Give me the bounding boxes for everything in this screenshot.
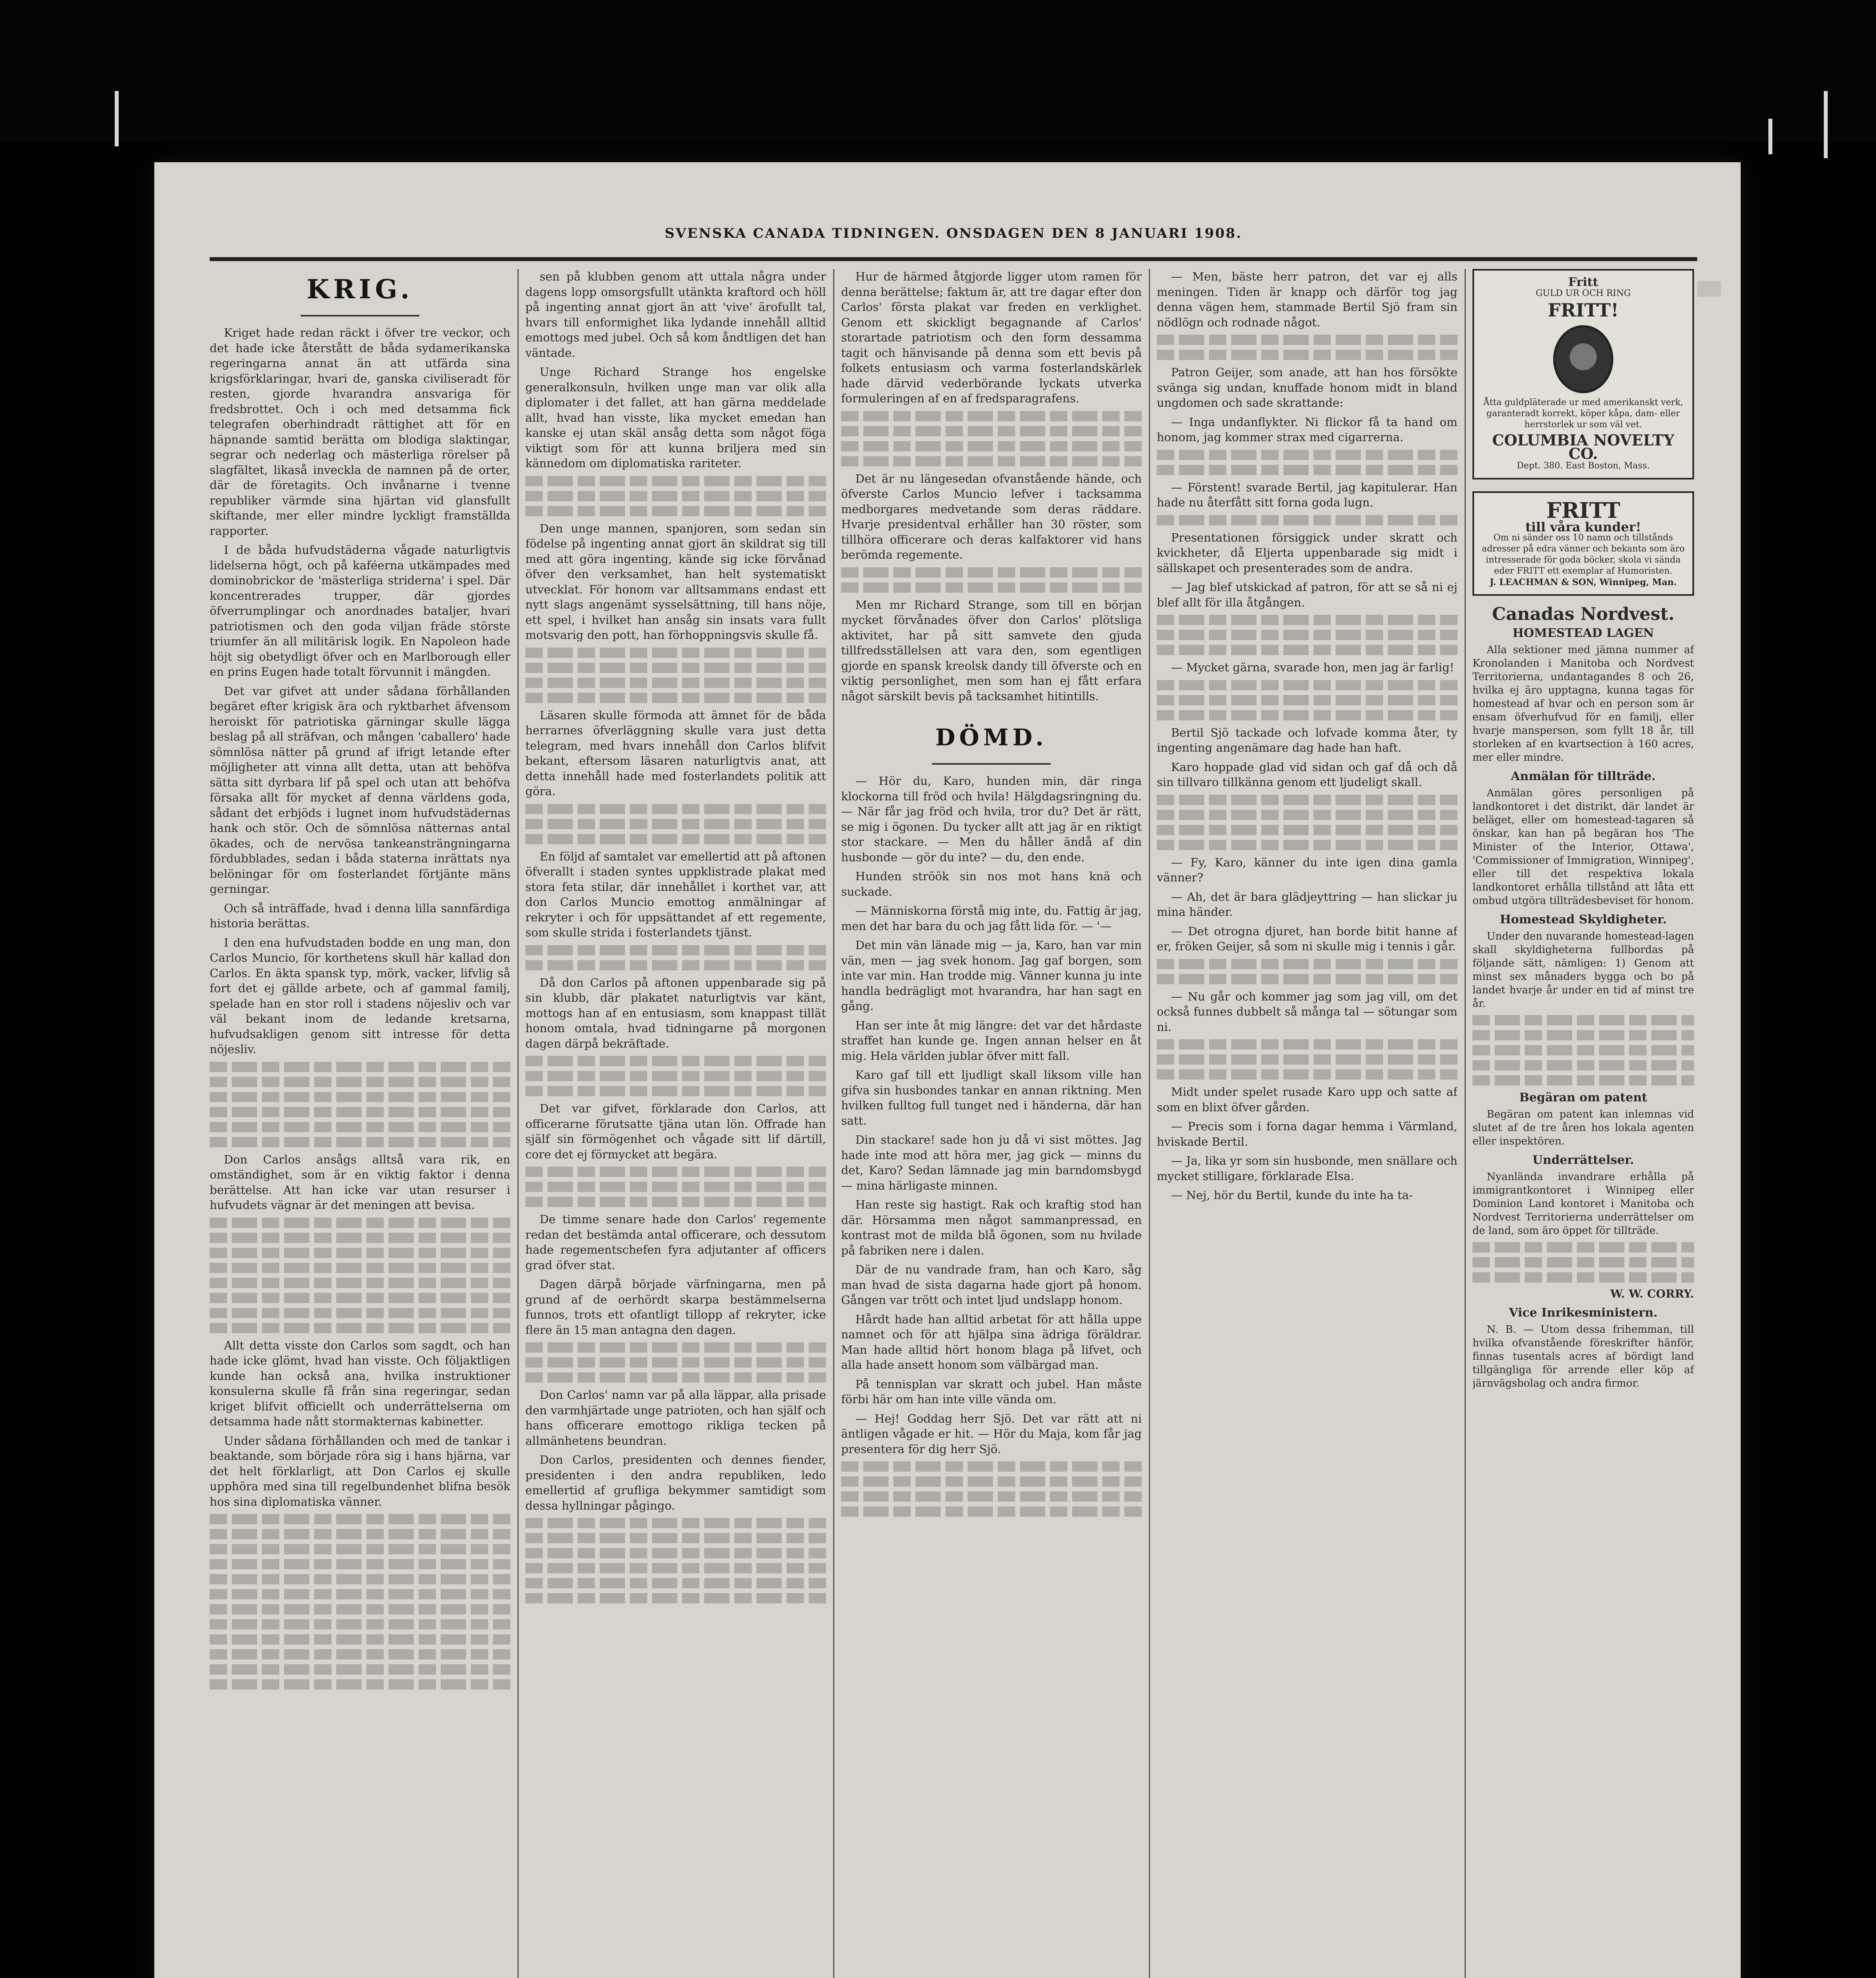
illegible-text: [210, 1679, 510, 1690]
paragraph: Kriget hade redan räckt i öfver tre veckor, och det hade icke återstått de båda sydamerikanska regeringarna annat än att utfärda sina krigsförklaringar, hvari de, ganska civiliseradt för resten, gjorde hvarandra ansvariga för fredsbrottet. Och i och med detsamma fick telegrafen oberhindradt rättighet att för en häpnande samtid berätta om blodiga slaktingar, segrar och nederlag och mästerliga rörelser på slagfältet, likaså inveckla de namnen på de orter, där de företagits. Och invånarne i tvenne republiker värmde sina hjärtan vid glansfullt skiftande, mer eller mindre lyckligt framställda rapporter.: [210, 326, 510, 538]
paragraph: N. B. — Utom dessa frihemman, till hvilka ofvanstående föreskrifter hänför, finnas tusentals acres af bördigt land tillgängliga för arrende eller köp af järnvägsbolag och andra firmor.: [1472, 1324, 1694, 1389]
column-rule: [1465, 269, 1466, 1978]
illegible-text: [1157, 465, 1457, 475]
illegible-text: [210, 1544, 510, 1554]
masthead-bar: [210, 225, 1697, 261]
column-rule: [1149, 269, 1150, 1978]
nordvest-subtitle: HOMESTEAD LAGEN: [1512, 626, 1654, 640]
illegible-text: [525, 945, 826, 955]
paragraph: — Människorna förstå mig inte, du. Fattig är jag, men det har bara du och jag fått lida för. — '—: [841, 904, 1142, 933]
illegible-text: [525, 1533, 826, 1543]
illegible-text: [1157, 630, 1457, 640]
illegible-text: [210, 1122, 510, 1132]
illegible-text: [525, 663, 826, 673]
illegible-text: [841, 582, 1142, 593]
paragraph: Bertil Sjö tackade och lofvade komma åter, ty ingenting angenämare dag hade han haft.: [1157, 726, 1457, 754]
paragraph: Det var gifvet, förklarade don Carlos, att officerarne förutsatte tjäna utan lön. Offrade han själf sin förmögenhet och vågade sitt lif därtill, core det ej förmycket att begära.: [525, 1102, 826, 1161]
illegible-text: [1157, 1039, 1457, 1050]
ad-tagline: till våra kunder!: [1525, 519, 1641, 534]
ad-headline: FRITT: [1546, 498, 1620, 523]
illegible-text: [210, 1308, 510, 1318]
illegible-text: [210, 1218, 510, 1228]
illegible-text: [210, 1634, 510, 1645]
paragraph: Don Carlos, presidenten och dennes fiender, presidenten i den andra republiken, ledo emellertid af grufliga bekymmer samtidigt som dessa hyllningar pågingo.: [525, 1453, 826, 1512]
illegible-text: [841, 411, 1142, 421]
paragraph: På tennisplan var skratt och jubel. Han måste förbi här om han inte ville vända om.: [841, 1377, 1142, 1406]
section-heading: Begäran om patent: [1519, 1091, 1647, 1105]
illegible-text: [841, 1476, 1142, 1487]
scan-artifact: [1697, 281, 1721, 297]
paragraph: — Inga undanflykter. Ni flickor få ta hand om honom, jag kommer strax med cigarrerna.: [1157, 415, 1457, 444]
illegible-text: [841, 456, 1142, 466]
ad-lead: GULD UR OCH RING: [1535, 288, 1631, 298]
paragraph: — Ah, det är bara glädjeyttring — han slickar ju mina händer.: [1157, 890, 1457, 919]
illegible-text: [841, 1461, 1142, 1472]
paragraph: — Hej! Goddag herr Sjö. Det var rätt att ni äntligen vågade er hit. — Hör du Maja, kom får jag presentera för dig herr Sjö.: [841, 1412, 1142, 1456]
illegible-text: [210, 1574, 510, 1584]
column-rule: [833, 269, 834, 1978]
illegible-text: [841, 567, 1142, 578]
illegible-text: [210, 1278, 510, 1288]
ad-clock-offer: [1472, 269, 1694, 479]
paragraph: Läsaren skulle förmoda att ämnet för de båda herrarnes öfverläggning skulle vara just detta telegram, med hvars innehåll don Carlos blifvit bekant, eftersom läsaren naturligtvis anat, att detta innehåll hade med fosterlandets politik att göra.: [525, 708, 826, 798]
paragraph: Den unge mannen, spanjoren, som sedan sin födelse på ingenting annat gjort än skildrat sig till med att göra ingenting, kände sig icke förvånad öfver den verksamhet, han helt systematiskt utvecklat. För honom var alltsammans endast ett nytt slags angenämt sysselsättning, till hans nöje, ett spel, i hvilket han ansåg sin insats vara fullt motsvarig den pott, han förhoppningsvis skulle få.: [525, 521, 826, 642]
illegible-text: [525, 804, 826, 814]
paragraph: — Nu går och kommer jag som jag vill, om det också funnes dubbelt så många tal — sötungar som ni.: [1157, 989, 1457, 1034]
paragraph: Hur de härmed åtgjorde ligger utom ramen för denna berättelse; faktum är, att tre dagar efter don Carlos' första plakat var freden en verklighet. Genom ett skickligt begagnande af Carlos' storartade patriotism och den form dessamma tagit och hänvisande på denna som ett bevis på folkets entusiasm och varma fosterlandskärlek hade därvid vederbörande lyckats utverka formuleringen af en af fredsparagrafens.: [841, 270, 1142, 405]
pocket-watch-icon: [1553, 325, 1613, 393]
paragraph: Och så inträffade, hvad i denna lilla sannfärdiga historia berättas.: [210, 901, 510, 930]
illegible-text: [1472, 1075, 1694, 1086]
illegible-text: [210, 1664, 510, 1675]
illegible-text: [210, 1649, 510, 1660]
paragraph: De timme senare hade don Carlos' regemente redan det bestämda antal officerare, och dessutom hade regementschefen fyra adjutanter af officers grad öfver stat.: [525, 1213, 826, 1272]
paragraph: Don Carlos' namn var på alla läppar, alla prisade den varmhjärtade unge patrioten, och han själf och hans officerare emottogo rikliga tecken på allmänhetens beundran.: [525, 1388, 826, 1448]
ad-fritt: [1472, 491, 1694, 596]
paragraph: Nyanlända invandrare erhålla på immigrantkontoret i Winnipeg eller Dominion Land kontoret i Manitoba och Nordvest Territorierna underrättelser om de land, som äro öppet för tillträde.: [1472, 1171, 1694, 1237]
frame-mark-top-right: [1768, 119, 1772, 154]
illegible-text: [525, 1357, 826, 1368]
ad-company: J. LEACHMAN & SON, Winnipeg, Man.: [1489, 577, 1677, 587]
illegible-text: [1472, 1045, 1694, 1055]
illegible-text: [1157, 795, 1457, 805]
paragraph: Alla sektioner med jämna nummer af Kronolanden i Manitoba och Nordvest Territorierna, undantagandes 8 och 26, hvilka ej äro upptagna, kunna tagas för homestead af hvar och en person som är ensam öfverhufvud för en familj, eller hvarje mansperson, som fyllt 18 år, till storleken af en kvartsection à 160 acres, mer eller mindre.: [1472, 644, 1694, 764]
illegible-text: [525, 1563, 826, 1573]
illegible-text: [1157, 959, 1457, 969]
article-title-domd: DÖMD.: [935, 724, 1048, 751]
illegible-text: [1472, 1272, 1694, 1283]
illegible-text: [525, 834, 826, 844]
illegible-text: [210, 1077, 510, 1087]
illegible-text: [210, 1323, 510, 1333]
article-title-krig: KRIG.: [306, 274, 414, 305]
illegible-text: [1472, 1257, 1694, 1268]
paragraph: — Det otrogna djuret, han borde bitit hanne af er, fröken Geijer, så som ni skulle mig i tennis i går.: [1157, 924, 1457, 953]
illegible-text: [1472, 1015, 1694, 1025]
illegible-text: [1157, 335, 1457, 345]
column-3: [841, 269, 1142, 1978]
illegible-text: [525, 1578, 826, 1588]
paragraph: Patron Geijer, som anade, att han hos försökte svänga sig undan, knuffade honom midt in bland ungdomen och sade skrattande:: [1157, 366, 1457, 409]
illegible-text: [210, 1604, 510, 1614]
column-5-ads: [1472, 269, 1694, 1978]
paragraph: Allt detta visste don Carlos som sagdt, och han hade icke glömt, hvad han visste. Och följaktligen kunde han också ana, hvilka instruktioner konsulerna skulle få från sina regeringar, sedan kriget blifvit officiellt och underrättelserna om detsamma hade nått stormakternas kabinetter.: [210, 1338, 510, 1428]
illegible-text: [210, 1137, 510, 1147]
section-heading: Vice Inrikesministern.: [1509, 1306, 1658, 1320]
illegible-text: [525, 960, 826, 970]
paragraph: En följd af samtalet var emellertid att på aftonen öfverallt i staden syntes uppklistrade plakat med stora feta stilar, där innehållet i korthet var, att don Carlos Muncio emottog anmälningar af rekryter i och för uppsättandet af ett regemente, som skulle strida i fosterlandets tjänst.: [525, 849, 826, 939]
illegible-text: [841, 1506, 1142, 1517]
illegible-text: [525, 1342, 826, 1353]
illegible-text: [525, 1056, 826, 1066]
paragraph: Karo hoppade glad vid sidan och gaf då och då sin tillvaro tillkänna genom ett ljudeligt skall.: [1157, 760, 1457, 789]
ad-body: Åtta guldpläterade ur med amerikanskt verk, garanteradt korrekt, köper kåpa, dam- eller herrstorlek ur som väl vet.: [1483, 398, 1683, 430]
paragraph: — Fy, Karo, känner du inte igen dina gamla vänner?: [1157, 855, 1457, 884]
illegible-text: [1472, 1030, 1694, 1040]
illegible-text: [525, 476, 826, 486]
paragraph: Dagen därpå började värfningarna, men på grund af de oerhördt skarpa bestämmelserna funnos, trots ett ofantligt tillopp af rekryter, icke flere än 15 man antagna den dagen.: [525, 1277, 826, 1337]
paragraph: Det är nu längesedan ofvanstående hände, och öfverste Carlos Muncio lefver i tacksamma medborgares medvetande som deras räddare. Hvarje presidentval erhåller han 30 röster, som tillhöra officerare och deras kalfaktorer vid hans berömda regemente.: [841, 472, 1142, 561]
newspaper-page: [154, 162, 1741, 1978]
illegible-text: [210, 1619, 510, 1629]
illegible-text: [525, 1518, 826, 1528]
paragraph: Det var gifvet att under sådana förhållanden begäret efter krigisk ära och ryktbarhet äfvensom heroiskt för patriotiska gärningar skulle lägga beslag på all sträfvan, och mången 'caballero' hade sömnlösa nätter på grund af ifrigt letande efter möjligheter att vinna allt detta, utan att behöfva sätta sitt dyrbara lif på spel och utan att behöfva försaka allt för mycket af denna världens goda, sådant det erbjöds i lugnet inom hufvudstädernas hank och stör. Och de sömnlösa nätternas antal ökades, och de nervösa tankeansträngningarna fördubblades, sedan i båda staterna inrättats nya belöningar för om fosterlandet förtjänte mäns gerningar.: [210, 684, 510, 896]
illegible-text: [841, 426, 1142, 436]
ad-address: Dept. 380. East Boston, Mass.: [1516, 461, 1650, 471]
film-top-edge: [0, 0, 1876, 142]
column-2: [525, 269, 826, 1978]
illegible-text: [525, 678, 826, 688]
illegible-text: [525, 1086, 826, 1096]
illegible-text: [841, 441, 1142, 451]
illegible-text: [210, 1263, 510, 1273]
title-rule: [932, 763, 1051, 765]
illegible-text: [210, 1514, 510, 1524]
section-heading: Homestead Skyldigheter.: [1500, 913, 1667, 926]
paragraph: — Precis som i forna dagar hemma i Värmland, hviskade Bertil.: [1157, 1120, 1457, 1148]
title-rule: [301, 315, 419, 316]
illegible-text: [1472, 1060, 1694, 1070]
paragraph: — Mycket gärna, svarade hon, men jag är farlig!: [1171, 661, 1454, 674]
paragraph: Unge Richard Strange hos engelske generalkonsuln, hvilken unge man var olik alla diplomater i det fallet, att han gärna meddelade allt, hvad han visste, lika mycket emedan han kanske ej utan skäl ansåg detta som något föga viktigt som för att kunna briljera med sin kännedom om diplomatiska rariteter.: [525, 365, 826, 470]
paragraph: Presentationen försiggick under skratt och kvickheter, då Eljerta uppenbarade sig midt i sällskapet och presenterades som de andra.: [1157, 530, 1457, 575]
ad-side-label: Fritt: [1568, 275, 1598, 289]
illegible-text: [1157, 840, 1457, 850]
paragraph: — Hör du, Karo, hunden min, där ringa klockorna till fröd och hvila! Hälgdagsringning du. — När får jag fröd och hvila, tror du? Det är rätt, se mig i ögonen. Du tycker allt att jag är en riktigt stor stackare. — Men du håller ändå af din husbonde — gör du inte? — du, den ende.: [841, 774, 1142, 864]
illegible-text: [210, 1589, 510, 1599]
illegible-text: [1157, 1054, 1457, 1065]
section-heading: Anmälan för tillträde.: [1510, 769, 1656, 783]
frame-mark-left: [115, 91, 119, 146]
illegible-text: [1157, 1069, 1457, 1080]
illegible-text: [525, 819, 826, 829]
illegible-text: [525, 1071, 826, 1081]
paragraph: — Nej, hör du Bertil, kunde du inte ha ta-: [1171, 1188, 1413, 1202]
illegible-text: [210, 1248, 510, 1258]
illegible-text: [525, 693, 826, 703]
illegible-text: [210, 1062, 510, 1072]
paragraph: Midt under spelet rusade Karo upp och satte af som en blixt öfver gården.: [1157, 1085, 1457, 1114]
illegible-text: [1157, 710, 1457, 720]
illegible-text: [1157, 515, 1457, 525]
illegible-text: [841, 1491, 1142, 1502]
illegible-text: [525, 1548, 826, 1558]
illegible-text: [1157, 615, 1457, 625]
paragraph: Under sådana förhållanden och med de tankar i beaktande, som började röra sig i hans hjärna, var det helt förklarligt, att Don Carlos ej skulle upphöra med sina till regelbundenhet blifna besök hos sina diplomatiska vänner.: [210, 1434, 510, 1508]
paragraph: Det min vän länade mig — ja, Karo, han var min vän, men — jag svek honom. Jag gaf borgen, som inte var min. Han trodde mig. Vänner kunna ju inte handla bedrägligt mot hvarandra, har han sagt en gång.: [841, 938, 1142, 1013]
column-1: [210, 269, 510, 1978]
illegible-text: [525, 648, 826, 658]
paragraph: — Men, bäste herr patron, det var ej alls meningen. Tiden är knapp och därför tog jag denna vägen hem, stammade Bertil Sjö fram sin nödlögn och rodnade något.: [1157, 270, 1457, 329]
paragraph: Karo gaf till ett ljudligt skall liksom ville han gifva sin husbondes tankar en annan riktning. Men hvilken fulltog full tunget ned i händerna, där han satt.: [841, 1068, 1142, 1127]
illegible-text: [525, 491, 826, 501]
nordvest-title: Canadas Nordvest.: [1492, 604, 1675, 624]
paragraph: Där de nu vandrade fram, han och Karo, såg man hvad de sista dagarna hade gjort på honom. Gången var trött och intet ljud undslapp honom.: [841, 1263, 1142, 1307]
illegible-text: [525, 1167, 826, 1177]
frame-mark-right: [1824, 91, 1828, 158]
signature: W. W. CORRY.: [1610, 1287, 1694, 1300]
illegible-text: [210, 1559, 510, 1569]
paragraph: Då don Carlos på aftonen uppenbarade sig på sin klubb, där plakatet naturligtvis var känt, mottogs han af en entusiasm, som knappast tillät honom omtala, hvad tidningarne på morgonen dagen därpå bekräftade.: [525, 976, 826, 1050]
masthead-text: SVENSKA CANADA TIDNINGEN. ONSDAGEN DEN 8 JANUARI 1908.: [665, 225, 1242, 241]
illegible-text: [1157, 680, 1457, 690]
illegible-text: [1157, 825, 1457, 835]
paragraph: Don Carlos ansågs alltså vara rik, en omständighet, som är en viktig faktor i denna berättelse. Att han icke var utan resurser i hufvudets vägnar är det meningen att bevisa.: [210, 1152, 510, 1212]
ad-company: COLUMBIA NOVELTY CO.: [1492, 431, 1675, 462]
illegible-text: [1157, 450, 1457, 460]
paragraph: I de båda hufvudstäderna vågade naturligtvis lidelserna högt, och på kaféerna utkämpades med dominobrickor de 'mästerliga striderna' i spel. Där koncentrerades trupper, där gjordes öfverrumplingar och anordnades bataljer, hvari patriotismen och den goda viljan fräde störste triumfer än all militärisk logik. En Napoleon hade höjt sig obetydligt öfver och en Marlborough eller en prins Eugen hade totalt förvunnit i mängden.: [210, 543, 510, 678]
paragraph: Han ser inte åt mig längre: det var det hårdaste straffet han kunde ge. Ingen annan helser en åt mig. Hela världen jublar öfver mitt fall.: [841, 1018, 1142, 1063]
ad-body: Om ni sänder oss 10 namn och tillstånds adresser på edra vänner och bekanta som äro intresserade för goda böcker, skola vi sända eder FRITT ett exemplar af Humoristen.: [1482, 533, 1685, 576]
paragraph: Anmälan göres personligen på landkontoret i det distrikt, där landet är beläget, eller om homestead-tagaren så önskar, kan han på begäran hos 'The Minister of the Interior, Ottawa', 'Commissioner of Immigration, Winnipeg', eller till det respektiva lokala landkontoret erhålla tillstånd att låta ett ombud utgöra tillträdesbeviset för honom.: [1472, 787, 1694, 907]
paragraph: Under den nuvarande homestead-lagen skall skyldigheterna fullbordas på följande sätt, nämligen: 1) Genom att minst sex månaders bygga och bo på landet hvarje år under en tid af minst tre år.: [1472, 930, 1694, 1010]
illegible-text: [210, 1107, 510, 1117]
paragraph: Han reste sig hastigt. Rak och kraftig stod han där. Hörsamma men något sammanpressad, en kontrast mot de milda blå ögonen, som nu hvilade på fabriken nere i dalen.: [841, 1198, 1142, 1257]
illegible-text: [1157, 974, 1457, 984]
paragraph: Hårdt hade han alltid arbetat för att hålla uppe namnet och för att hjälpa sina ädriga föräldrar. Man hade alltid hört honom blaga på lifvet, och alla hade ansett honom som välbärgad man.: [841, 1312, 1142, 1372]
illegible-text: [525, 1197, 826, 1207]
paragraph: — Ja, lika yr som sin husbonde, men snällare och mycket stilligare, förklarade Elsa.: [1157, 1154, 1457, 1183]
paragraph: — Förstent! svarade Bertil, jag kapitulerar. Han hade nu återfått sitt forna goda lugn.: [1157, 480, 1457, 509]
illegible-text: [210, 1233, 510, 1243]
section-heading: Underrättelser.: [1532, 1153, 1634, 1167]
paragraph: Men mr Richard Strange, som till en början mycket förvånades öfver don Carlos' plötsliga aktivitet, har på sitt samvete den gjuda tillfredsställelsen att vara den, som egentligen gjorde en spansk kreolsk dandy till öfverste och en viktig personlighet, men som han ej fått erfara något särskilt bevis på tacksamhet hitintills.: [841, 598, 1142, 703]
illegible-text: [1157, 810, 1457, 820]
illegible-text: [210, 1092, 510, 1102]
illegible-text: [210, 1293, 510, 1303]
illegible-text: [1157, 695, 1457, 705]
paragraph: — Jag blef utskickad af patron, för att se så ni ej blef allt för illa åtgången.: [1157, 580, 1457, 609]
illegible-text: [525, 1182, 826, 1192]
column-rule: [517, 269, 519, 1978]
paragraph: Hunden ströök sin nos mot hans knä och suckade.: [841, 870, 1142, 898]
illegible-text: [1157, 350, 1457, 360]
paragraph: I den ena hufvudstaden bodde en ung man, don Carlos Muncio, för korthetens skull här kallad don Carlos. En äkta spansk typ, mörk, vacker, lifvlig så fort det ej gällde arbete, och af gammal familj, spelade han en stor roll i stadens nöjesliv och var väl bekant inom de ledande kretsarna, hufvudsakligen genom sitt intresse för detta nöjesliv.: [210, 936, 510, 1056]
paragraph: Din stackare! sade hon ju då vi sist möttes. Jag hade inte mod att höra mer, jag gick — minns du det, Karo? Sedan lämnade jag min barndomsbygd — mina härligaste minnen.: [841, 1133, 1142, 1192]
illegible-text: [525, 506, 826, 516]
illegible-text: [525, 1593, 826, 1603]
illegible-text: [210, 1529, 510, 1539]
illegible-text: [525, 1372, 826, 1383]
paragraph: Begäran om patent kan inlemnas vid slutet af de tre åren hos lokala agenten eller inspektören.: [1472, 1108, 1694, 1147]
illegible-text: [1472, 1242, 1694, 1252]
column-4: [1157, 269, 1457, 1978]
ad-headline: FRITT!: [1548, 299, 1619, 321]
illegible-text: [1157, 645, 1457, 655]
paragraph: sen på klubben genom att uttala några under dagens lopp omsorgsfullt utänkta kraftord och höll på ingenting annat gjort än att 'vive' ärofullt tal, hvars till enformighet lika lydande innehåll alltid emottogs med jubel. Och så kom åndtligen det han väntade.: [525, 270, 826, 360]
